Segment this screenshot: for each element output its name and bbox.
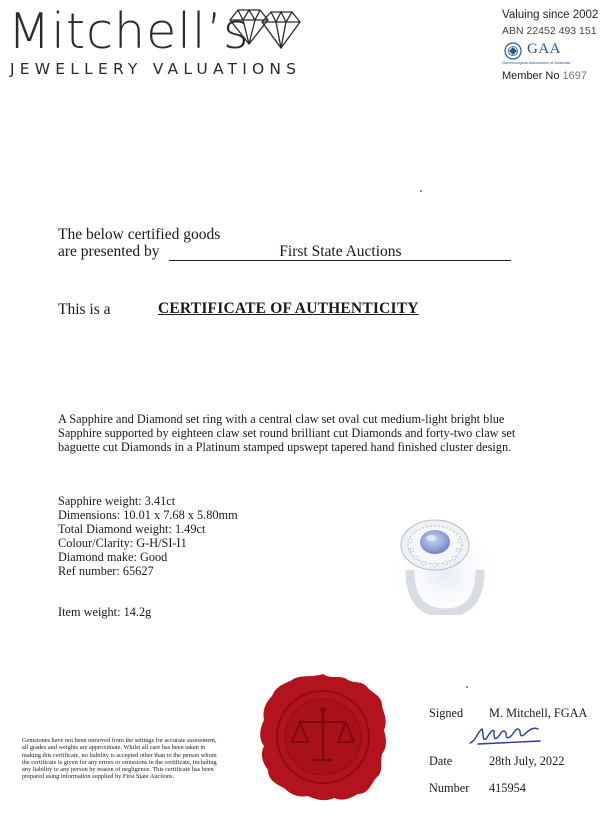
member-label: Member No: [502, 70, 560, 82]
diamond-logo-icon: [226, 4, 306, 54]
speck: [420, 190, 422, 192]
spec-colour-clarity: Colour/Clarity: G-H/SI-I1: [58, 536, 187, 550]
certificate-title: CERTIFICATE OF AUTHENTICITY: [158, 300, 419, 317]
disclaimer-text: Gemstones have not been removed from the settings for accurate assessment, all grades and weights are approximate. Whilst all care has been taken in making this certificate, no liability is accepted other than to the person whom the certificate is given for any errors or omissions in the certificate, including any liability to any person by reason of negligence. This certificate has been prepared using information supplied by First State Auctions.: [22, 737, 217, 781]
brand-subtitle: JEWELLERY VALUATIONS: [10, 60, 302, 78]
gaa-tagline: Gemmological Association of Australia: [502, 60, 570, 65]
wax-seal-icon: [258, 672, 388, 802]
gaa-logo-text: GAA: [527, 41, 561, 57]
speck: [466, 686, 468, 688]
signer-name: M. Mitchell, FGAA: [489, 706, 588, 720]
abn-number: ABN 22452 493 151: [502, 25, 597, 37]
spec-dimensions: Dimensions: 10.01 x 7.68 x 5.80mm: [58, 508, 238, 522]
item-weight: Item weight: 14.2g: [58, 605, 152, 619]
presented-by-label: are presented by: [58, 243, 160, 260]
certificate-date: 28th July, 2022: [489, 754, 565, 768]
handwritten-signature: [468, 723, 546, 747]
gaa-emblem-icon: [502, 42, 524, 60]
number-label: Number: [429, 781, 470, 795]
spec-list: [58, 494, 238, 578]
brand-name: Mitchell’s: [8, 3, 250, 60]
ring-photo: [390, 515, 500, 615]
certificate-number: 415954: [489, 781, 526, 795]
intro-line-1: The below certified goods: [58, 226, 221, 243]
member-number: [502, 70, 587, 82]
intro-line-2: [58, 243, 511, 261]
spec-ref-number: Ref number: 65627: [58, 564, 154, 578]
spec-sapphire-weight: Sapphire weight: 3.41ct: [58, 494, 176, 508]
presenter-name: First State Auctions: [169, 244, 511, 261]
certificate-prefix: This is a: [58, 301, 111, 318]
date-label: Date: [429, 754, 453, 768]
item-description: A Sapphire and Diamond set ring with a central claw set oval cut medium-light bright blue Sapphire supported by eighteen claw set round brilliant cut Diamonds and forty-two claw set baguette cut Diamonds in a Platinum stamped upswept tapered hand finished cluster design.: [58, 412, 516, 454]
valuing-since: Valuing since 2002: [502, 9, 599, 21]
member-value: 1697: [562, 70, 588, 82]
spec-diamond-make: Diamond make: Good: [58, 550, 168, 564]
spec-diamond-weight: Total Diamond weight: 1.49ct: [58, 522, 206, 536]
signed-label: Signed: [429, 706, 464, 720]
